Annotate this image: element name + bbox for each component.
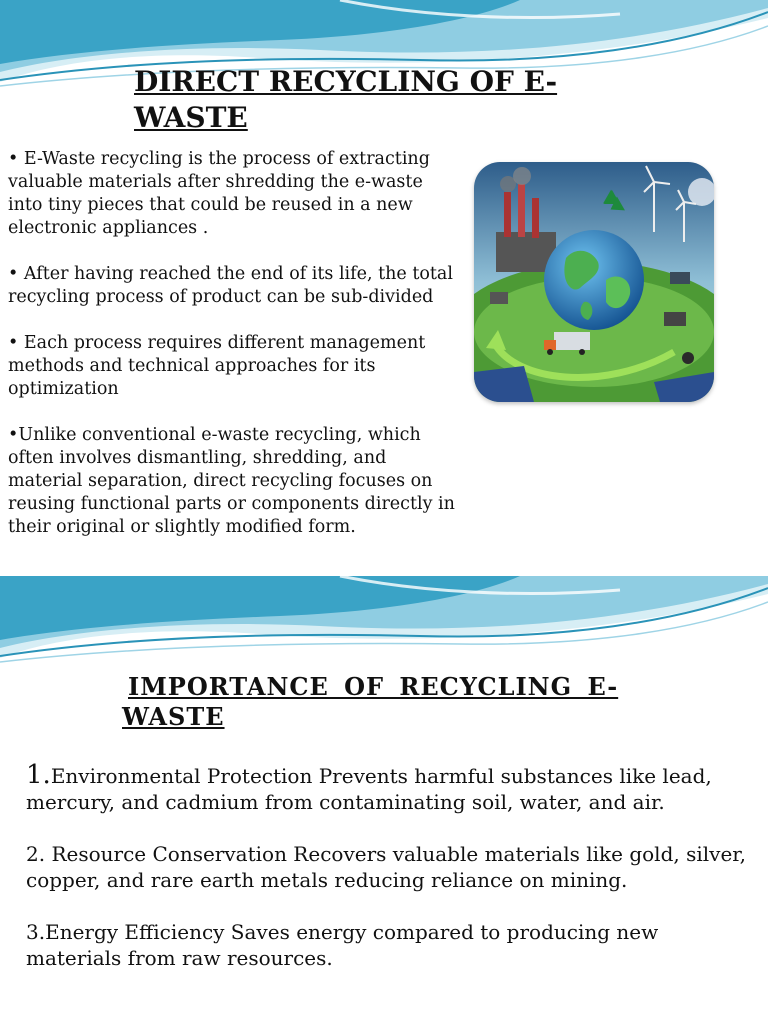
bullet-item: • After having reached the end of its life, the total recycling process of product can be sub-divided bbox=[8, 264, 453, 307]
bullet-item: • E-Waste recycling is the process of extracting valuable materials after shredding the e-waste into tiny pieces that could be reused in a new electronic appliances . bbox=[8, 149, 430, 238]
list-item bbox=[26, 919, 746, 971]
list-item bbox=[26, 762, 746, 815]
list-item bbox=[26, 841, 746, 893]
recycling-earth-illustration bbox=[474, 162, 714, 402]
slide-importance-of-recycling bbox=[0, 576, 768, 1024]
item-number: 3. bbox=[26, 920, 46, 944]
item-text: Resource Conservation Recovers valuable materials like gold, silver, copper, and rare earth metals reducing reliance on mining. bbox=[26, 842, 747, 892]
item-text: Environmental Protection Prevents harmful substances like lead, mercury, and cadmium from contaminating soil, water, and air. bbox=[26, 764, 712, 814]
bullet-item: •Unlike conventional e-waste recycling, which often involves dismantling, shredding, and material separation, direct recycling focuses on reusing functional parts or components directly in their original or slightly modified form. bbox=[8, 425, 455, 537]
header-wave-decoration bbox=[0, 576, 768, 671]
slide-title: DIRECT RECYCLING OF E-WASTE bbox=[134, 65, 558, 134]
importance-list bbox=[26, 762, 746, 997]
item-text: Energy Efficiency Saves energy compared to producing new materials from raw resources. bbox=[26, 920, 659, 970]
bullet-list bbox=[8, 148, 460, 562]
bullet-item: • Each process requires different management methods and technical approaches for its optimization bbox=[8, 333, 426, 399]
item-number: 1. bbox=[26, 760, 51, 790]
slide-title: IMPORTANCE OF RECYCLING E-WASTE bbox=[122, 672, 619, 731]
item-number: 2. bbox=[26, 842, 46, 866]
